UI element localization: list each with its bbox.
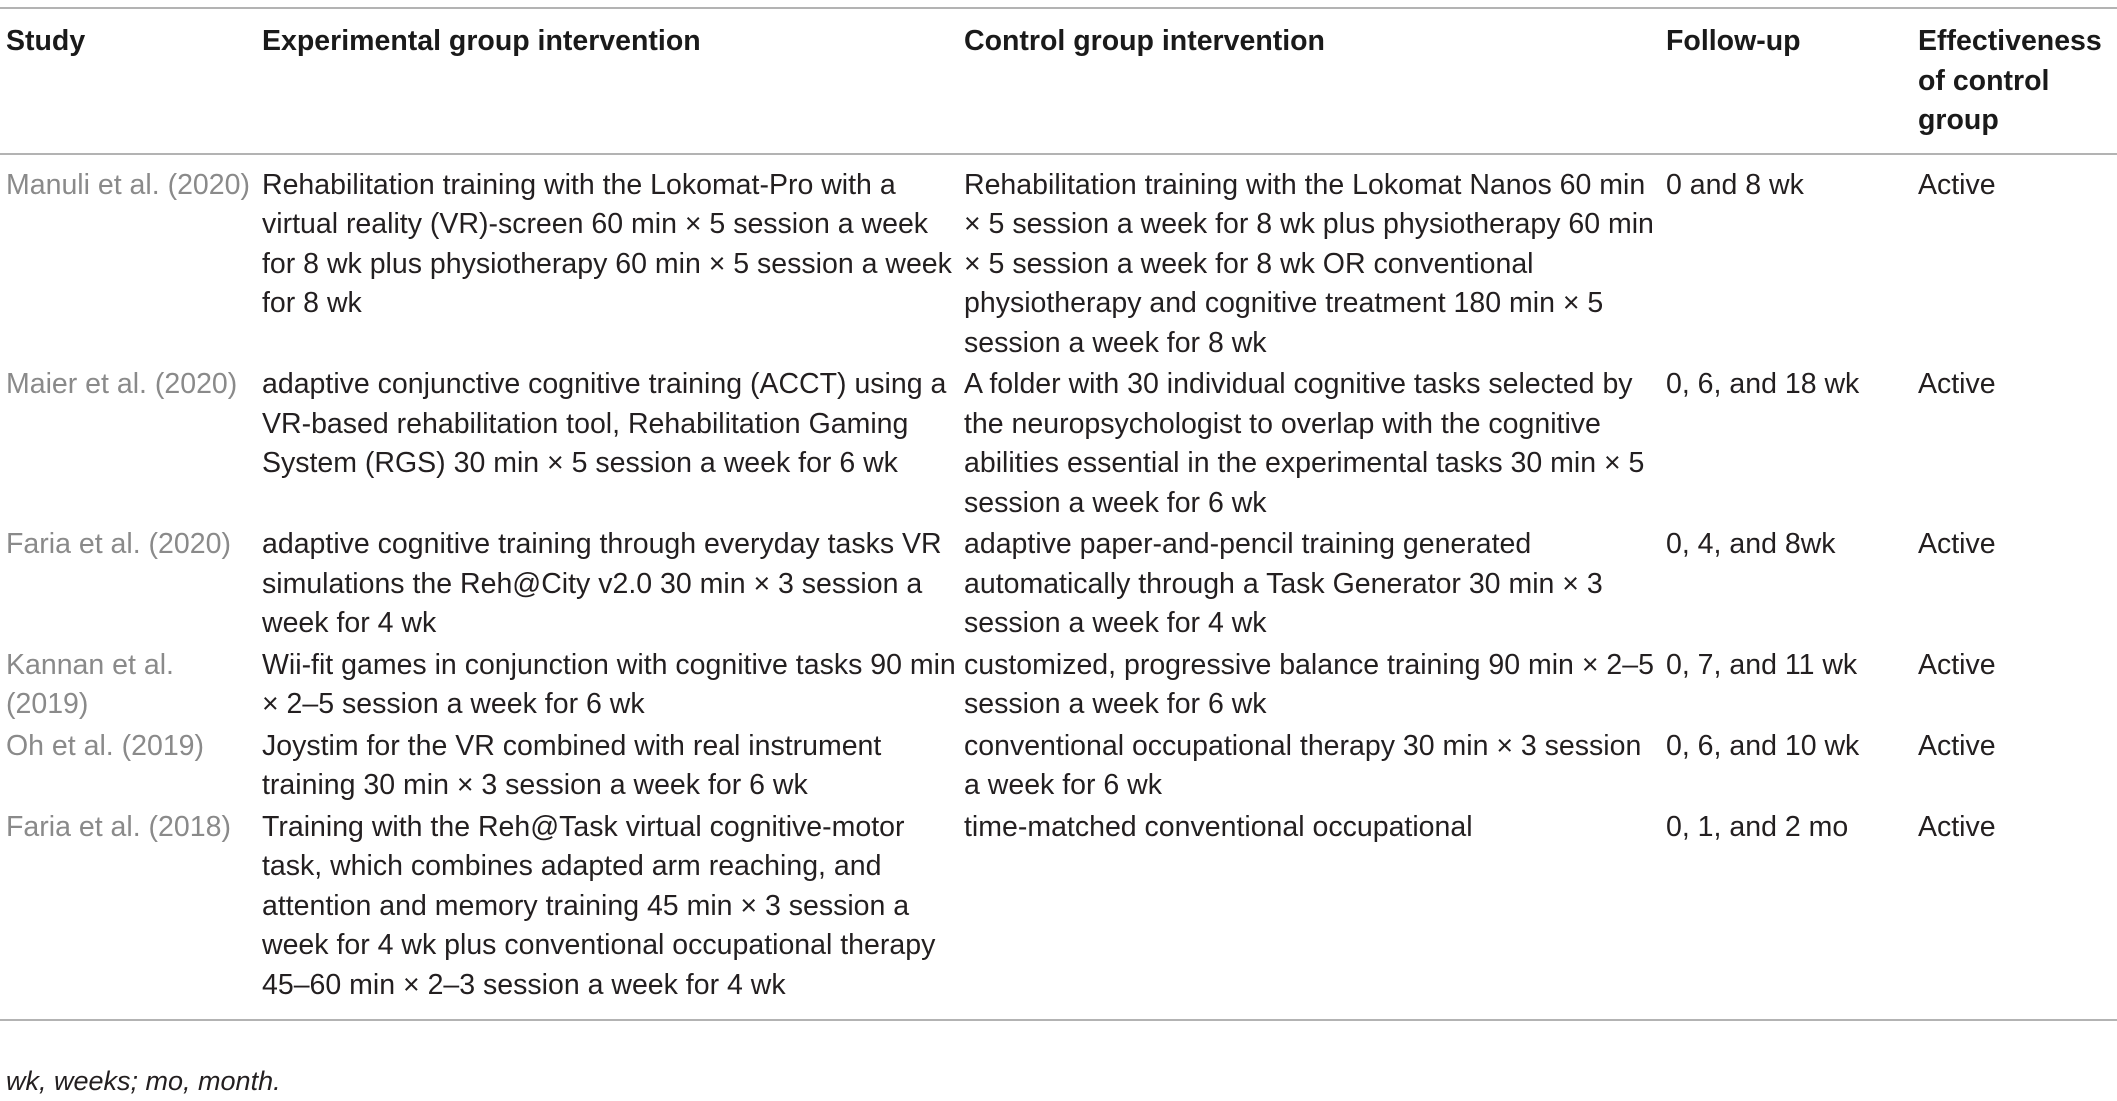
- experimental-cell: adaptive cognitive training through everyday tasks VR simulations the Reh@City v2.0 30 min × 3 session a week for 4 wk: [262, 528, 942, 639]
- follow-up-cell: 0, 1, and 2 mo: [1666, 810, 1849, 843]
- studies-table: [0, 7, 2117, 1021]
- effectiveness-cell: Active: [1918, 168, 1996, 201]
- study-cell: Kannan et al. (2019): [6, 648, 174, 720]
- header-control-intervention: Control group intervention: [964, 25, 1325, 57]
- experimental-cell: Wii-fit games in conjunction with cognitive tasks 90 min × 2–5 session a week for 6 wk: [262, 648, 956, 720]
- experimental-cell: Joystim for the VR combined with real instrument training 30 min × 3 session a week for 6 wk: [262, 729, 882, 801]
- follow-up-cell: 0, 7, and 11 wk: [1666, 648, 1858, 681]
- control-cell: conventional occupational therapy 30 min × 3 session a week for 6 wk: [964, 729, 1642, 801]
- table-header: [0, 8, 2117, 154]
- table-row: [0, 154, 2117, 364]
- control-cell: Rehabilitation training with the Lokomat Nanos 60 min × 5 session a week for 8 wk plus physiotherapy 60 min × 5 session a week for 8 wk OR conventional physiotherapy and cognitive treatment 180 min × 5 session a week for 8 wk: [964, 168, 1654, 359]
- effectiveness-cell: Active: [1918, 810, 1996, 843]
- control-cell: A folder with 30 individual cognitive tasks selected by the neuropsychologist to overlap with the cognitive abilities essential in the experimental tasks 30 min × 5 session a week for 6 wk: [964, 368, 1645, 519]
- effectiveness-cell: Active: [1918, 729, 1996, 762]
- table-row: [0, 363, 2117, 523]
- study-cell: Faria et al. (2020): [6, 528, 231, 560]
- study-cell: Faria et al. (2018): [6, 810, 231, 843]
- follow-up-cell: 0, 6, and 10 wk: [1666, 729, 1860, 762]
- table-row: [0, 644, 2117, 725]
- header-follow-up: Follow-up: [1666, 25, 1801, 57]
- header-effectiveness: Effectiveness of control group: [1918, 25, 2102, 136]
- table-row: [0, 523, 2117, 644]
- follow-up-cell: 0 and 8 wk: [1666, 168, 1804, 201]
- table-row: [0, 806, 2117, 1021]
- table-body: [0, 154, 2117, 1021]
- experimental-cell: adaptive conjunctive cognitive training (ACCT) using a VR-based rehabilitation tool, Rehabilitation Gaming System (RGS) 30 min × 5 session a week for 6 wk: [262, 368, 947, 479]
- effectiveness-cell: Active: [1918, 368, 1996, 400]
- study-cell: Oh et al. (2019): [6, 729, 205, 762]
- control-cell: time-matched conventional occupational: [964, 810, 1473, 843]
- experimental-cell: Rehabilitation training with the Lokomat-Pro with a virtual reality (VR)-screen 60 min × 5 session a week for 8 wk plus physiotherapy 60 min × 5 session a week for 8 wk: [262, 168, 952, 319]
- table-row: [0, 725, 2117, 806]
- experimental-cell: Training with the Reh@Task virtual cognitive-motor task, which combines adapted arm reaching, and attention and memory training 45 min × 3 session a week for 4 wk plus conventional occupational therapy 45–60 min × 2–3 session a week for 4 wk: [262, 810, 936, 1001]
- header-study: Study: [6, 25, 86, 57]
- follow-up-cell: 0, 6, and 18 wk: [1666, 368, 1860, 400]
- study-cell: Maier et al. (2020): [6, 368, 238, 400]
- effectiveness-cell: Active: [1918, 648, 1996, 681]
- control-cell: customized, progressive balance training 90 min × 2–5 session a week for 6 wk: [964, 648, 1654, 720]
- effectiveness-cell: Active: [1918, 528, 1996, 560]
- table-footnote: wk, weeks; mo, month.: [6, 1066, 281, 1096]
- header-row: [0, 8, 2117, 154]
- control-cell: adaptive paper-and-pencil training generated automatically through a Task Generator 30 min × 3 session a week for 4 wk: [964, 528, 1603, 639]
- follow-up-cell: 0, 4, and 8wk: [1666, 528, 1836, 560]
- study-cell: Manuli et al. (2020): [6, 168, 250, 201]
- header-experimental-intervention: Experimental group intervention: [262, 25, 701, 57]
